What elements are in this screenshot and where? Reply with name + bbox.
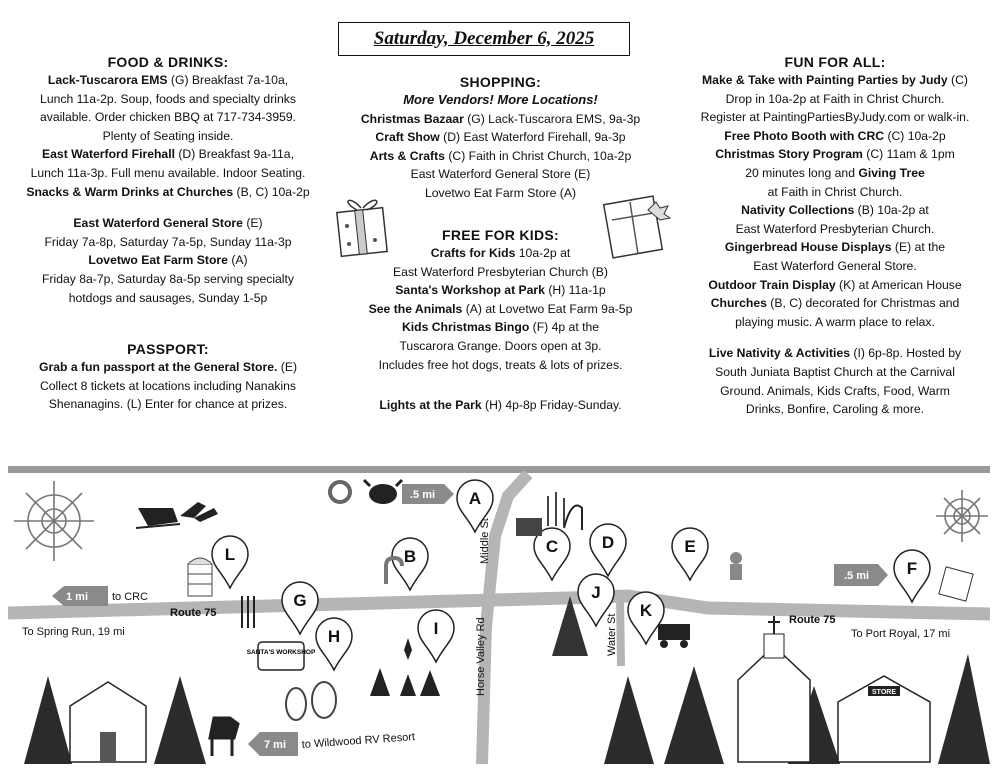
text-line: Lunch 11a-3p. Full menu available. Indoor Seating. [30,165,306,180]
lights-line: Lights at the Park (H) 4p-8p Friday-Sunday. [379,398,622,413]
text-line: Drop in 10a-2p at Faith in Christ Church. [725,91,945,106]
svg-text:1 mi: 1 mi [66,591,89,603]
text-line: Live Nativity & Activities (I) 6p-8p. Hosted by [708,346,962,361]
svg-text:SANTA'S WORKSHOP: SANTA'S WORKSHOP [246,649,316,656]
svg-text:H: H [327,627,341,646]
map-pin-e [672,528,708,580]
text-line: Friday 7a-8p, Saturday 7a-5p, Sunday 11a-3p [44,234,292,249]
general-store-icon [838,676,930,762]
text-line: Register at PaintingPartiesByJudy.com or walk-in. [700,110,970,125]
fun-lines-2 [680,344,990,418]
santa-sleigh-icon [136,502,218,528]
map-pin-l [212,536,248,588]
text-line: Plenty of Seating inside. [102,128,234,143]
svg-text:A: A [468,489,482,508]
text-line: Tuscarora Grange. Doors open at 3p. [399,338,602,353]
water-st-label: Water St [606,613,618,656]
text-line: Santa's Workshop at Park (H) 11a-1p [395,283,606,298]
text-line: playing music. A warm place to relax. [735,314,935,329]
text-line: Ground. Animals, Kids Crafts, Food, Warm [720,383,950,398]
svg-text:L: L [224,545,236,564]
spring-run-label: To Spring Run, 19 mi [22,626,125,638]
svg-text:G: G [293,591,307,610]
water-st-road [620,598,621,666]
middle-st-label: Middle St [479,518,491,564]
text-line: Nativity Collections (B) 10a-2p at [741,203,929,218]
route-75-road [8,596,990,614]
f-arrow [834,564,888,586]
deer-icon [210,718,238,756]
text-line: Drinks, Bonfire, Caroling & more. [745,402,925,417]
shopping-title: SHOPPING: [459,74,542,90]
middle-st-road [482,474,528,764]
gift-left-icon [335,192,393,258]
event-date: Saturday, December 6, 2025 [373,28,595,49]
date-banner [338,22,630,56]
svg-text:to Wildwood RV Resort: to Wildwood RV Resort [301,731,416,751]
text-line: 20 minutes long and Giving Tree [745,165,925,180]
text-line: Arts & Crafts (C) Faith in Christ Church, 10a-2p [369,148,632,163]
text-line: Collect 8 tickets at locations including Nanakins [39,378,297,393]
shopping-lines [348,110,653,203]
text-line: Churches (B, C) decorated for Christmas and [710,296,960,311]
text-line: Outdoor Train Display (K) at American House [708,277,962,292]
passport-title: PASSPORT: [127,341,209,357]
svg-text:E: E [684,537,696,556]
port-royal-label: To Port Royal, 17 mi [851,628,951,640]
text-line: Shenanagins. (L) Enter for chance at prizes. [48,397,288,412]
snowflake-left-icon [14,481,94,561]
text-line: Friday 8a-7p, Saturday 8a-5p serving specialty [41,271,294,286]
svg-text:B: B [403,547,417,566]
food-lines-2 [18,214,318,307]
crc-arrow [52,586,148,606]
text-line: East Waterford Presbyterian Church (B) [393,264,608,279]
wildwood-arrow [248,731,415,756]
map-top-border [8,466,990,473]
svg-text:to CRC: to CRC [112,591,149,603]
svg-text:I: I [433,619,439,638]
map-pin-b [392,538,428,590]
map-pin-i [418,610,454,662]
text-line: Christmas Story Program (C) 11am & 1pm [715,147,955,162]
map-pin-d [590,524,626,576]
silo-icon [188,558,212,596]
event-map [8,466,990,764]
route-75-label: Route 75 [170,607,217,619]
text-line: Lunch 11a-2p. Soup, foods and specialty drinks [40,91,296,106]
church-icon [738,616,810,762]
passport-section [18,340,318,414]
text-line: Snacks & Warm Drinks at Churches (B, C) 10a-2p [26,184,310,199]
text-line: Christmas Bazaar (G) Lack-Tuscarora EMS, 9a-3p [360,111,641,126]
text-line: Crafts for Kids 10a-2p at [430,246,571,260]
map-pin-f [894,550,930,602]
log-cabin-icon [70,682,146,762]
shopping-subtitle: More Vendors! More Locations! [403,92,598,107]
text-line: at Faith in Christ Church. [767,184,903,199]
map-pin-g [282,582,318,634]
text-line: Free Photo Booth with CRC (C) 10a-2p [724,128,946,143]
map-pin-h [316,618,352,670]
bulbs-icon [286,682,336,720]
wreath-icon [330,482,350,502]
text-line: Kids Christmas Bingo (F) 4p at the [401,320,600,335]
text-line: Gingerbread House Displays (E) at the [724,240,946,255]
svg-text:D: D [601,533,615,552]
train-icon [658,624,690,648]
text-line: Craft Show (D) East Waterford Firehall, 9a-3p [375,130,626,145]
snowflake-right-icon [936,490,988,542]
horse-valley-label: Horse Valley Rd [475,617,487,696]
text-line: East Waterford General Store (E) [410,167,591,182]
text-line: Grab a fun passport at the General Store. (E) [38,360,298,374]
svg-text:7 mi: 7 mi [264,739,287,751]
shopping-section [348,73,653,203]
svg-text:C: C [545,537,559,556]
text-line: East Waterford Firehall (D) Breakfast 9a-11a, [42,147,294,162]
food-drinks-section [18,53,318,307]
route-75-right-label: Route 75 [789,614,836,626]
text-line: hotdogs and sausages, Sunday 1-5p [68,290,268,305]
svg-text:F: F [906,559,918,578]
svg-text:K: K [639,601,653,620]
passport-lines [18,358,318,414]
text-line: South Juniata Baptist Church at the Carnival [715,364,955,379]
bingo-card-icon [939,567,973,601]
text-line: Lovetwo Eat Farm Store (A) [88,253,248,268]
text-line: East Waterford Presbyterian Church. [735,221,935,236]
text-line: Make & Take with Painting Parties by Judy (C) [702,73,968,87]
text-line: Includes free hot dogs, treats & lots of prizes. [378,357,623,372]
fun-title: FUN FOR ALL: [784,54,886,70]
text-line: Lack-Tuscarora EMS (G) Breakfast 7a-10a, [47,73,289,87]
svg-text:.5 mi: .5 mi [844,570,870,582]
text-line: Lovetwo Eat Farm Store (A) [424,185,577,200]
food-title: FOOD & DRINKS: [107,54,229,70]
text-line: East Waterford General Store (E) [73,216,263,231]
text-line: available. Order chicken BBQ at 717-734-3959. [39,110,297,125]
text-line: See the Animals (A) at Lovetwo Eat Farm 9a-5p [368,301,633,316]
svg-text:.5 mi: .5 mi [410,489,436,501]
svg-text:J: J [591,583,601,602]
food-lines [18,71,318,201]
fun-section [680,53,990,419]
a-arrow [402,484,454,504]
cow-icon [364,480,402,504]
svg-text:STORE: STORE [872,689,896,696]
text-line: East Waterford General Store. [753,258,917,273]
fun-lines [680,71,990,331]
gift-right-icon [600,192,672,264]
kids-title: FREE FOR KIDS: [442,227,559,243]
santa-workshop-sign [247,642,316,670]
gingerbread-icon [730,552,742,580]
